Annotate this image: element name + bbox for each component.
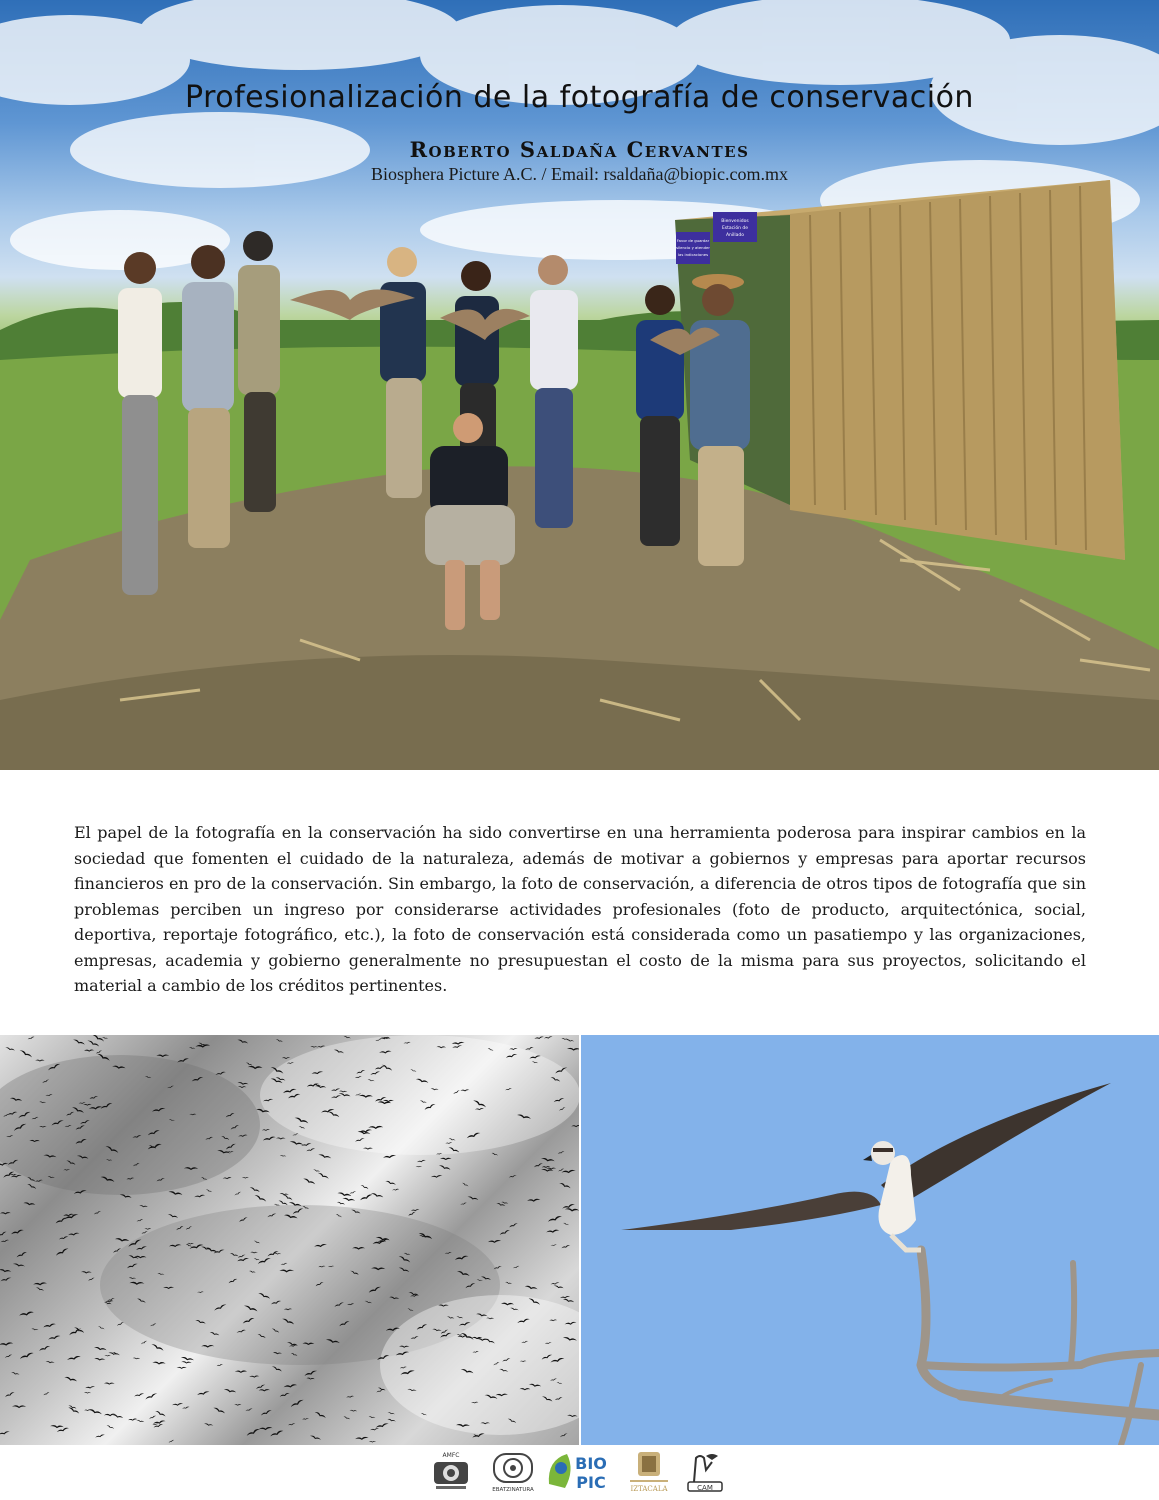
flying-bird [318,1154,332,1160]
flying-bird [488,1240,501,1244]
flying-bird [306,1377,314,1379]
flying-bird [168,1439,174,1443]
flying-bird [527,1199,541,1203]
flying-bird [360,1193,374,1201]
flying-bird [0,1431,10,1436]
person [530,255,578,528]
amfc-logo [430,1450,472,1494]
notice-line-3: las indicaciones [677,252,709,257]
flying-bird [371,1192,384,1198]
flying-bird [246,1062,253,1066]
flying-bird [155,1410,166,1418]
iztacala-logo [624,1450,674,1494]
flying-bird [438,1164,451,1170]
flying-bird [369,1416,376,1418]
amfc-logo-text: AMFC [442,1452,460,1459]
flying-bird [349,1410,357,1412]
flying-bird [0,1231,7,1238]
flying-bird [370,1428,379,1431]
osprey-bird [621,1083,1111,1250]
flying-bird [431,1175,443,1179]
flying-bird [563,1222,569,1225]
flying-bird [385,1180,396,1186]
person [238,231,280,512]
flying-bird [85,1386,95,1389]
flying-bird [547,1215,562,1223]
flying-bird [501,1201,508,1204]
flying-bird [302,1418,309,1420]
flying-bird [68,1232,80,1236]
flying-bird [558,1151,565,1155]
biopic-logo-text-2: PIC [576,1473,606,1492]
flying-bird [16,1251,27,1258]
flying-bird [360,1184,369,1189]
flying-bird [149,1415,156,1419]
flying-bird [276,1137,286,1139]
flying-bird [152,1361,165,1364]
flying-bird [534,1163,544,1169]
flying-bird [64,1376,77,1383]
flying-bird [194,1194,205,1198]
flying-bird [55,1247,69,1257]
sign-line-2: Estación de [721,226,749,231]
person [380,247,426,498]
flying-bird [254,1194,267,1203]
flying-bird [262,1129,270,1131]
flying-bird [546,1229,559,1233]
flying-bird [59,1236,69,1241]
sign-line-1: Bienvenidos [721,219,749,224]
flying-bird [505,1281,512,1284]
flying-bird [31,1328,38,1330]
flying-bird [249,1187,260,1193]
flying-bird [375,1423,389,1430]
flying-bird [408,1211,416,1217]
flying-bird [304,1370,318,1377]
flying-bird [282,1057,291,1059]
flying-bird [237,1082,248,1086]
flying-bird [283,1194,293,1201]
flying-bird [0,1269,11,1273]
flying-bird [560,1296,570,1299]
flying-bird [69,1328,82,1337]
flying-bird [541,1169,553,1172]
flying-bird [73,1039,86,1046]
flying-bird [541,1157,555,1162]
sponsor-logos [0,1448,1159,1498]
flying-bird [276,1039,284,1043]
flying-bird [289,1141,303,1147]
flying-bird [81,1271,92,1274]
flying-bird [271,1366,282,1373]
flying-bird [309,1435,321,1441]
flying-bird [509,1175,517,1179]
flying-bird [48,1335,61,1341]
flying-bird [249,1375,259,1378]
flying-bird [94,1346,107,1351]
flying-bird [50,1425,64,1429]
flying-bird [10,1174,17,1176]
flying-bird [567,1048,579,1051]
flying-bird [303,1178,316,1186]
dead-branch [921,1250,1159,1445]
flying-bird [242,1177,249,1179]
flock-photo [0,1035,579,1445]
sign-line-3: Anillado [725,233,745,238]
flying-bird [168,1191,182,1197]
flying-bird [416,1166,422,1167]
page-title: Profesionalización de la fotografía de conservación [185,80,974,115]
osprey-photo [581,1035,1159,1445]
flying-bird [206,1189,212,1193]
flying-bird [224,1389,237,1394]
flying-bird [112,1414,123,1419]
flying-bird [141,1340,148,1345]
flying-bird [19,1049,33,1058]
flying-bird [283,1384,297,1389]
flying-bird [560,1433,568,1438]
biopic-logo-text-1: BIO [575,1454,607,1473]
flying-bird [87,1039,100,1047]
flying-bird [411,1209,420,1212]
flying-bird [383,1154,396,1159]
osprey-on-branch [581,1035,1159,1445]
flying-bird [139,1205,148,1208]
flying-bird [313,1169,321,1173]
flying-bird [84,1392,91,1394]
flying-bird [106,1425,114,1430]
person [118,252,162,595]
flying-bird [550,1244,556,1246]
flying-bird [290,1399,304,1409]
cam-logo [684,1450,726,1494]
flying-bird [23,1202,35,1206]
flying-bird [156,1054,169,1057]
flying-bird [128,1418,137,1421]
flying-bird [237,1039,248,1045]
flying-bird [553,1285,563,1289]
flying-bird [392,1188,399,1191]
flying-bird [145,1392,158,1400]
flying-bird [12,1405,26,1408]
flying-bird [259,1427,273,1431]
flying-bird [343,1416,350,1420]
flying-bird [67,1355,81,1361]
flying-bird [337,1201,346,1205]
flying-bird [546,1168,556,1170]
flying-bird [84,1049,94,1052]
flying-bird [534,1036,544,1040]
flying-bird [5,1391,15,1398]
flying-bird [177,1367,187,1369]
flock-of-birds [0,1035,579,1445]
flying-bird [115,1238,130,1243]
flying-bird [499,1229,510,1236]
flying-bird [43,1323,56,1329]
flying-bird [151,1343,164,1352]
flying-bird [355,1437,369,1441]
notice-line-2: silencio y atender [676,245,710,250]
notice-line-1: Favor de guardar [676,238,710,243]
flying-bird [134,1393,144,1398]
flying-bird [152,1423,158,1425]
flying-bird [56,1427,69,1433]
flying-bird [189,1047,196,1050]
flying-bird [95,1434,105,1439]
flying-bird [246,1428,260,1437]
flying-bird [440,1158,451,1160]
flying-bird [559,1182,571,1189]
flying-bird [234,1404,241,1406]
flying-bird [349,1191,356,1195]
flying-bird [136,1419,144,1422]
flying-bird [0,1342,13,1346]
flying-bird [94,1358,105,1361]
flying-bird [181,1361,192,1364]
flying-bird [263,1136,276,1142]
flying-bird [369,1441,376,1443]
flying-bird [0,1212,11,1215]
flying-bird [27,1183,37,1190]
flying-bird [5,1047,15,1052]
flying-bird [513,1265,520,1269]
flying-bird [417,1159,426,1163]
flying-bird [35,1060,44,1062]
flying-bird [104,1355,110,1357]
flying-bird [117,1321,125,1326]
flying-bird [33,1282,47,1286]
flying-bird [561,1169,576,1174]
flying-bird [491,1152,498,1156]
flying-bird [565,1208,579,1212]
flying-bird [181,1356,194,1361]
flying-bird [234,1191,241,1196]
body-paragraph: El papel de la fotografía en la conservación ha sido convertirse en una herramienta poderosa para inspirar cambios en la sociedad que fomenten el cuidado de la naturaleza, además de motivar a gobiernos y empresas para aportar recursos financieros en pro de la conservación. Sin embargo, la foto de conservación, a diferencia de otros tipos de fotografía que sin problemas perciben un ingreso por considerarse actividades profesionales (foto de producto, arquitectónica, social, deportiva, reportaje fotográfico, etc.), la foto de conservación está considerada como un pasatiempo y las organizaciones, empresas, academia y gobierno generalmente no presupuestan el costo de la misma para sus proyectos, solicitando el material a cambio de los créditos pertinentes. [74,823,1086,995]
flying-bird [301,1143,312,1147]
flying-bird [84,1410,91,1411]
biopic-logo [545,1450,611,1494]
flying-bird [235,1370,247,1373]
flying-bird [280,1155,287,1157]
flying-bird [217,1364,224,1367]
flying-bird [10,1174,21,1178]
cam-logo-text: CAM [697,1484,713,1492]
flying-bird [387,1412,395,1416]
flying-bird [11,1372,20,1376]
flying-bird [213,1407,226,1415]
flying-bird [88,1408,103,1415]
flying-bird [462,1182,469,1187]
flying-bird [19,1352,34,1361]
flying-bird [270,1430,284,1438]
flying-bird [39,1345,51,1352]
flying-bird [167,1214,178,1219]
flying-bird [550,1282,559,1285]
flying-bird [98,1326,105,1330]
flying-bird [509,1223,518,1229]
flying-bird [337,1192,351,1198]
flying-bird [144,1228,151,1229]
flying-bird [0,1239,9,1243]
flying-bird [256,1384,266,1390]
flying-bird [317,1172,329,1180]
flying-bird [19,1311,34,1317]
flying-bird [104,1382,115,1384]
flying-bird [525,1285,538,1290]
flying-bird [346,1395,354,1398]
flying-bird [561,1245,570,1250]
flying-bird [310,1046,318,1048]
flying-bird [288,1423,296,1426]
ebatzinatura-logo [488,1450,538,1494]
flying-bird [238,1086,247,1088]
flying-bird [88,1277,95,1281]
flying-bird [376,1389,384,1393]
flying-bird [182,1406,190,1409]
flying-bird [197,1391,210,1397]
author-name: Roberto Saldaña Cervantes [409,137,750,162]
flying-bird [27,1036,34,1040]
flying-bird [314,1411,326,1419]
flying-bird [343,1036,351,1040]
person [182,245,234,548]
flying-bird [387,1418,396,1422]
flying-bird [102,1037,108,1040]
flying-bird [13,1263,26,1268]
flying-bird [55,1217,68,1225]
flying-bird [467,1196,478,1201]
flying-bird [133,1357,141,1359]
flying-bird [248,1066,263,1070]
iztacala-logo-text: IZTACALA [630,1485,668,1493]
flying-bird [136,1219,143,1223]
flying-bird [563,1298,575,1303]
flying-bird [43,1392,50,1396]
flying-bird [378,1387,386,1391]
flying-bird [279,1392,290,1398]
flying-bird [172,1403,184,1407]
flying-bird [342,1197,355,1202]
flying-bird [96,1050,103,1054]
ebatzinatura-logo-text: EBATZINATURA [492,1487,534,1493]
author-affiliation: Biosphera Picture A.C. / Email: rsaldaña@biopic.com.mx [371,164,788,184]
flying-bird [306,1148,315,1152]
flying-bird [223,1177,232,1179]
flying-bird [460,1202,467,1205]
flying-bird [204,1423,214,1427]
flying-bird [292,1133,298,1137]
flying-bird [259,1389,270,1392]
flying-bird [5,1354,13,1359]
flying-bird [260,1409,272,1416]
flying-bird [544,1036,553,1039]
flying-bird [245,1408,253,1412]
person [636,285,684,546]
flying-bird [0,1277,12,1283]
flying-bird [36,1287,45,1292]
flying-bird [566,1039,574,1042]
flying-bird [45,1361,54,1364]
flying-bird [94,1210,102,1215]
flying-bird [11,1229,24,1236]
flying-bird [92,1035,105,1043]
flying-bird [571,1125,579,1128]
